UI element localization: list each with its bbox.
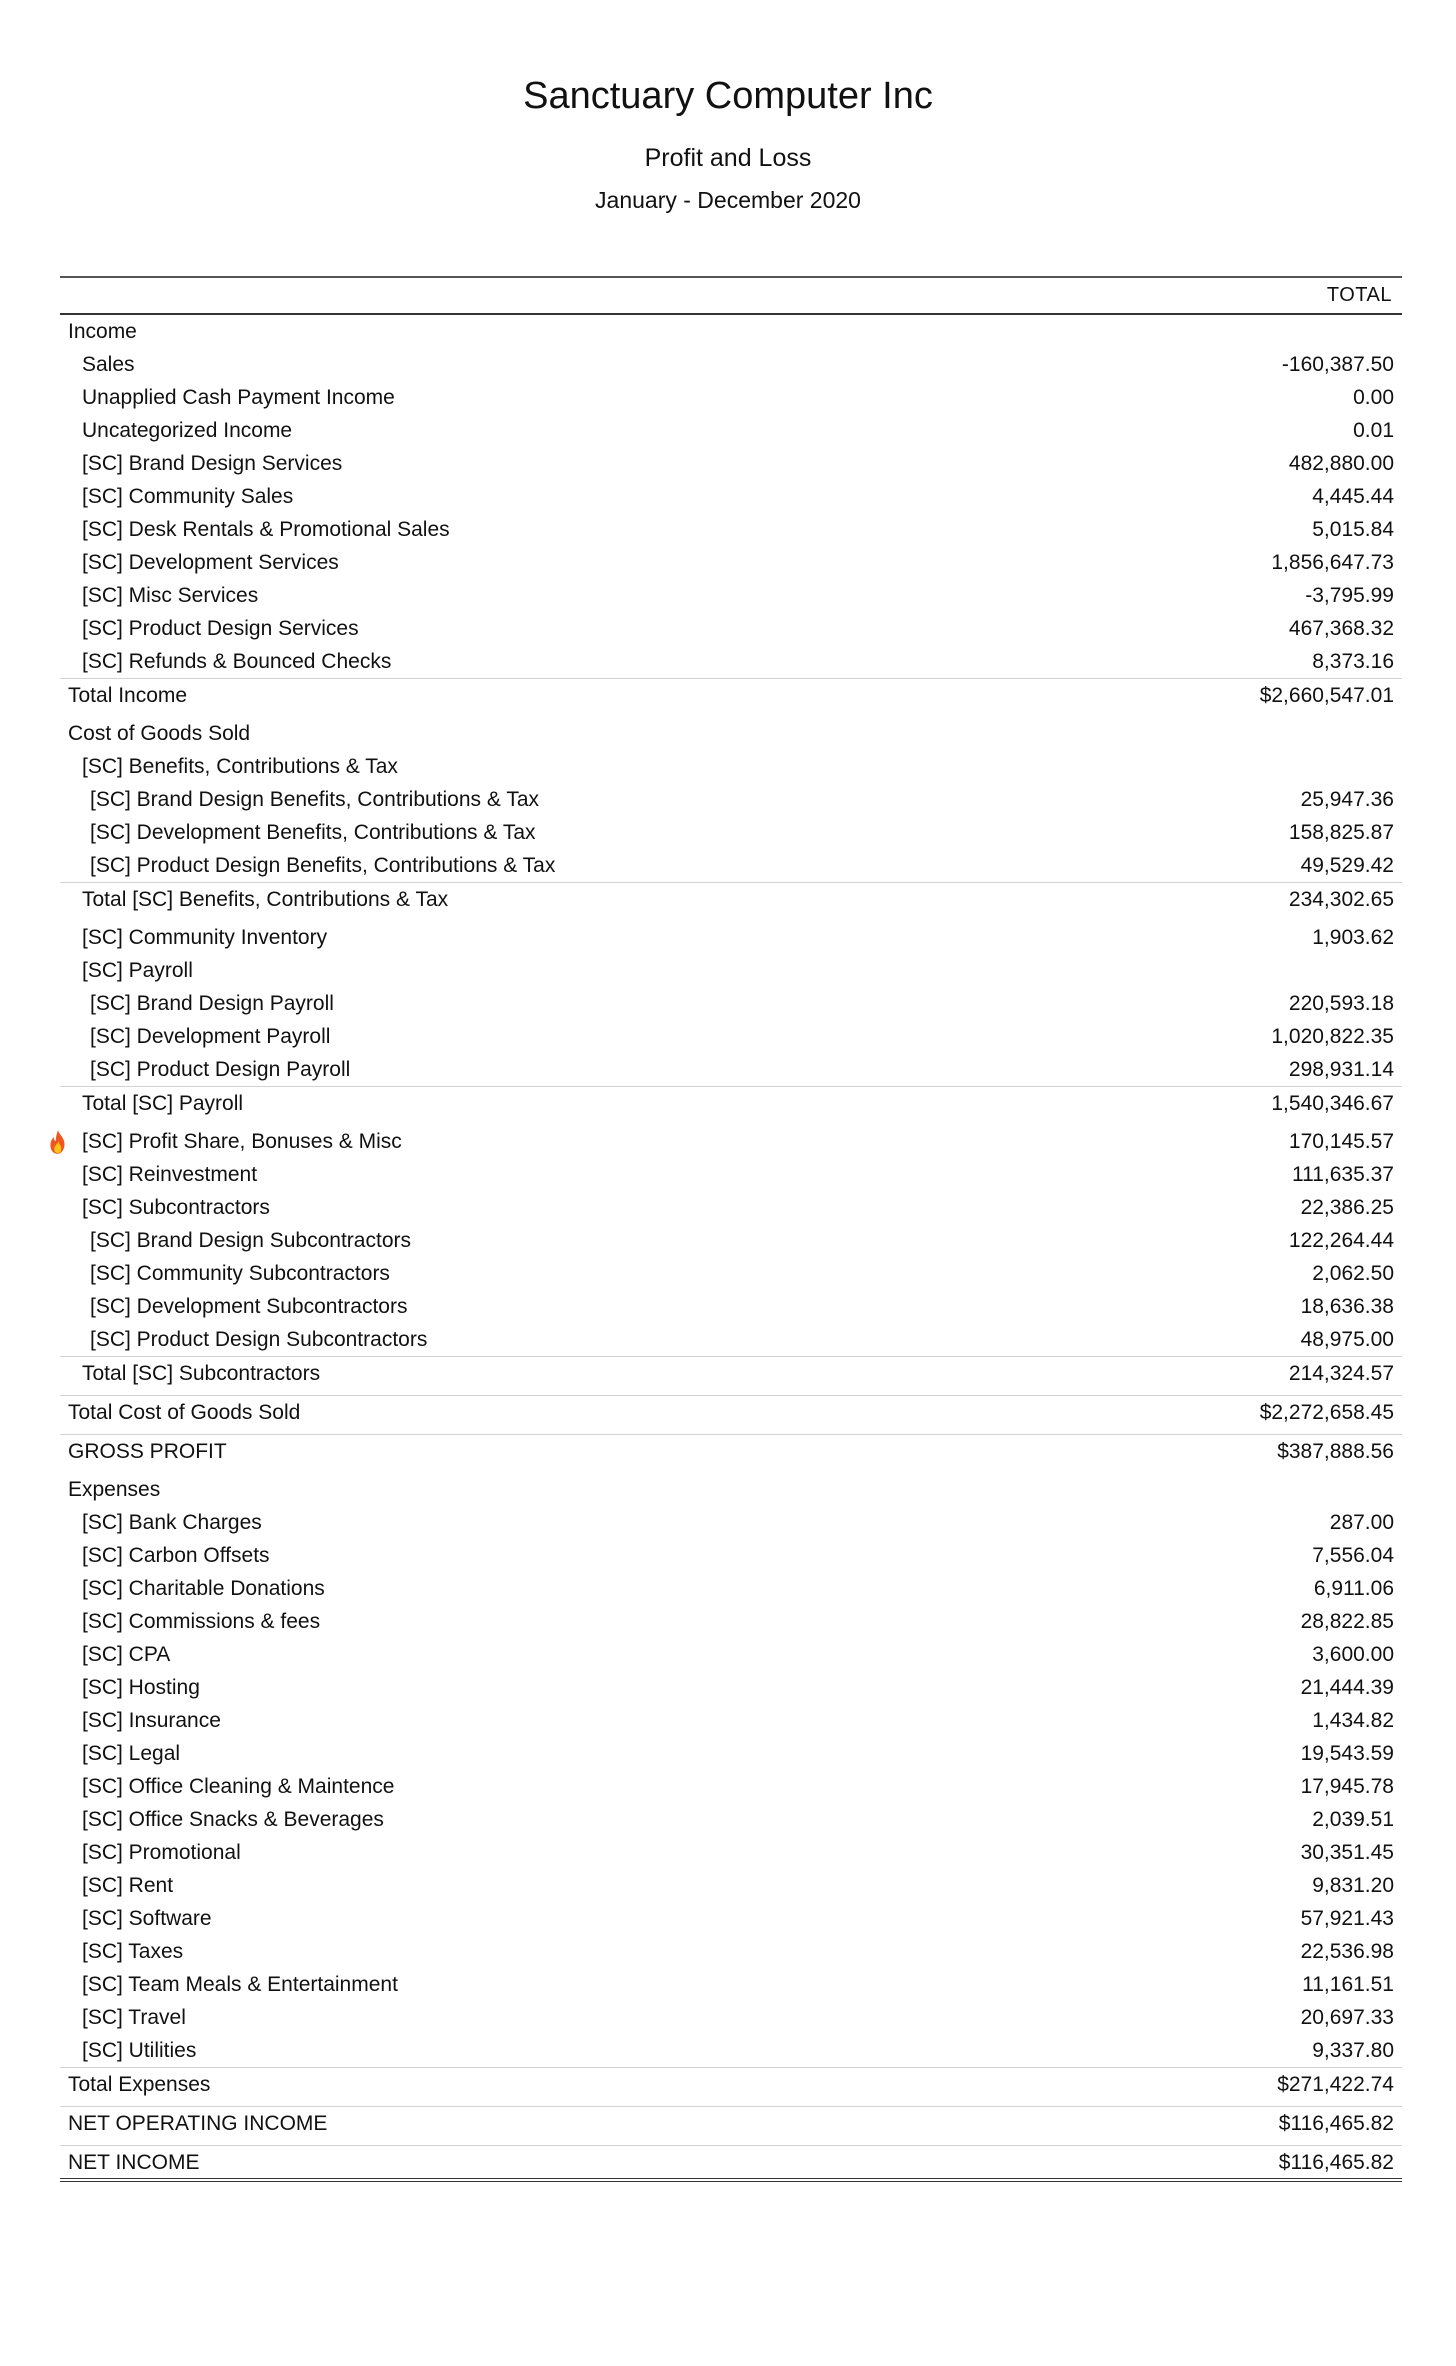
row-value: -3,795.99 bbox=[1305, 584, 1394, 607]
line-item-row bbox=[60, 1572, 1402, 1605]
line-item-row bbox=[60, 447, 1402, 480]
row-value: 214,324.57 bbox=[1288, 1362, 1394, 1385]
row-value: 20,697.33 bbox=[1300, 2006, 1394, 2029]
line-item-row bbox=[60, 1968, 1402, 2001]
row-value: 9,337.80 bbox=[1312, 2039, 1394, 2062]
row-value: 467,368.32 bbox=[1288, 617, 1394, 640]
row-value: 1,540,346.67 bbox=[1271, 1092, 1394, 1115]
row-value: 2,062.50 bbox=[1312, 1262, 1394, 1285]
line-item-row bbox=[60, 1704, 1402, 1737]
row-value: 220,593.18 bbox=[1288, 992, 1394, 1015]
line-item-row bbox=[60, 1473, 1402, 1506]
row-label: [SC] Promotional bbox=[82, 1841, 241, 1864]
row-value: 1,434.82 bbox=[1312, 1709, 1394, 1732]
report-rows bbox=[60, 315, 1402, 2182]
row-label: Uncategorized Income bbox=[82, 419, 293, 442]
line-item-row bbox=[60, 1323, 1402, 1356]
row-value: 1,020,822.35 bbox=[1271, 1025, 1394, 1048]
line-item-row bbox=[60, 645, 1402, 678]
row-label: [SC] Development Payroll bbox=[90, 1025, 331, 1048]
row-label: [SC] Profit Share, Bonuses & Misc bbox=[82, 1130, 402, 1153]
row-label: [SC] Subcontractors bbox=[82, 1196, 270, 1219]
row-value: $116,465.82 bbox=[1278, 2112, 1394, 2135]
row-label: [SC] Community Inventory bbox=[82, 926, 328, 949]
line-item-row bbox=[60, 612, 1402, 645]
row-value: 22,536.98 bbox=[1300, 1940, 1394, 1963]
row-label: [SC] Brand Design Benefits, Contributions & Tax bbox=[90, 788, 540, 811]
row-label: [SC] Brand Design Subcontractors bbox=[90, 1229, 411, 1252]
line-item-row bbox=[60, 1506, 1402, 1539]
row-value: 3,600.00 bbox=[1312, 1643, 1394, 1666]
line-item-row bbox=[60, 783, 1402, 816]
row-value: 2,039.51 bbox=[1312, 1808, 1394, 1831]
row-label: Total Cost of Goods Sold bbox=[68, 1401, 301, 1424]
row-value: 21,444.39 bbox=[1300, 1676, 1394, 1699]
line-item-row bbox=[60, 1902, 1402, 1935]
row-label: Total [SC] Payroll bbox=[82, 1092, 244, 1115]
row-label: [SC] Product Design Services bbox=[82, 617, 359, 640]
profit-loss-table bbox=[60, 276, 1402, 2182]
row-value: 6,911.06 bbox=[1313, 1577, 1394, 1600]
row-value: 22,386.25 bbox=[1300, 1196, 1394, 1219]
row-label: [SC] Team Meals & Entertainment bbox=[82, 1973, 398, 1996]
row-label: NET OPERATING INCOME bbox=[68, 2112, 328, 2135]
fire-icon bbox=[45, 1129, 71, 1155]
row-value: $271,422.74 bbox=[1277, 2073, 1394, 2096]
line-item-row bbox=[60, 1605, 1402, 1638]
line-item-row bbox=[60, 579, 1402, 612]
row-label: [SC] Hosting bbox=[82, 1676, 200, 1699]
line-item-row bbox=[60, 2034, 1402, 2067]
line-item-row bbox=[60, 1770, 1402, 1803]
line-item-row bbox=[60, 1257, 1402, 1290]
report-title: Profit and Loss bbox=[644, 144, 812, 172]
row-value: 19,543.59 bbox=[1300, 1742, 1394, 1765]
line-item-row bbox=[60, 849, 1402, 882]
row-label: [SC] Product Design Benefits, Contributions & Tax bbox=[90, 854, 556, 877]
column-header bbox=[60, 278, 1402, 315]
line-item-row bbox=[60, 348, 1402, 381]
line-item-row bbox=[60, 1020, 1402, 1053]
row-label: [SC] Reinvestment bbox=[82, 1163, 258, 1186]
row-value: -160,387.50 bbox=[1281, 353, 1394, 376]
row-label: [SC] Insurance bbox=[82, 1709, 221, 1732]
line-item-row bbox=[60, 1158, 1402, 1191]
row-value: $2,660,547.01 bbox=[1259, 684, 1394, 707]
total-row bbox=[60, 2106, 1402, 2139]
row-label: [SC] Software bbox=[82, 1907, 212, 1930]
line-item-row bbox=[60, 1737, 1402, 1770]
line-item-row bbox=[60, 1191, 1402, 1224]
row-value: 57,921.43 bbox=[1300, 1907, 1394, 1930]
row-label: [SC] Brand Design Services bbox=[82, 452, 343, 475]
row-value: 298,931.14 bbox=[1288, 1058, 1394, 1081]
row-label: [SC] Misc Services bbox=[82, 584, 259, 607]
row-label: [SC] Commissions & fees bbox=[82, 1610, 321, 1633]
row-label: [SC] Taxes bbox=[82, 1940, 184, 1963]
row-label: Income bbox=[68, 320, 137, 343]
row-label: [SC] Legal bbox=[82, 1742, 181, 1765]
row-value: 0.00 bbox=[1353, 386, 1394, 409]
row-label: [SC] Utilities bbox=[82, 2039, 197, 2062]
row-value: 48,975.00 bbox=[1300, 1328, 1394, 1351]
line-item-row bbox=[60, 816, 1402, 849]
company-name: Sanctuary Computer Inc bbox=[523, 75, 933, 117]
row-value: 158,825.87 bbox=[1288, 821, 1394, 844]
row-value: 170,145.57 bbox=[1288, 1130, 1394, 1153]
row-label: [SC] Carbon Offsets bbox=[82, 1544, 270, 1567]
row-value: 9,831.20 bbox=[1312, 1874, 1394, 1897]
row-label: [SC] Office Cleaning & Maintence bbox=[82, 1775, 395, 1798]
total-row bbox=[60, 1356, 1402, 1389]
row-label: Total Expenses bbox=[68, 2073, 211, 2096]
line-item-row bbox=[60, 1803, 1402, 1836]
row-label: [SC] Office Snacks & Beverages bbox=[82, 1808, 384, 1831]
line-item-row bbox=[60, 1290, 1402, 1323]
line-item-row bbox=[60, 1671, 1402, 1704]
line-item-row bbox=[60, 1638, 1402, 1671]
row-value: $116,465.82 bbox=[1278, 2151, 1394, 2174]
line-item-row bbox=[60, 315, 1402, 348]
row-label: Cost of Goods Sold bbox=[68, 722, 251, 745]
line-item-row bbox=[60, 954, 1402, 987]
row-label: [SC] CPA bbox=[82, 1643, 171, 1666]
total-row bbox=[60, 2145, 1402, 2182]
row-label: [SC] Brand Design Payroll bbox=[90, 992, 334, 1015]
row-value: 122,264.44 bbox=[1288, 1229, 1394, 1252]
total-row bbox=[60, 678, 1402, 711]
total-row bbox=[60, 882, 1402, 915]
row-value: 4,445.44 bbox=[1312, 485, 1394, 508]
row-value: 482,880.00 bbox=[1288, 452, 1394, 475]
row-label: Total [SC] Benefits, Contributions & Tax bbox=[82, 888, 449, 911]
row-value: 1,903.62 bbox=[1312, 926, 1394, 949]
row-value: 0.01 bbox=[1353, 419, 1394, 442]
line-item-row bbox=[60, 1224, 1402, 1257]
row-label: [SC] Community Sales bbox=[82, 485, 294, 508]
line-item-row bbox=[60, 1125, 1402, 1158]
row-label: [SC] Bank Charges bbox=[82, 1511, 262, 1534]
row-value: 8,373.16 bbox=[1312, 650, 1394, 673]
row-value: 17,945.78 bbox=[1300, 1775, 1394, 1798]
row-label: [SC] Product Design Subcontractors bbox=[90, 1328, 428, 1351]
row-label: Sales bbox=[82, 353, 135, 376]
row-value: 49,529.42 bbox=[1300, 854, 1394, 877]
total-row bbox=[60, 1395, 1402, 1428]
row-label: Expenses bbox=[68, 1478, 161, 1501]
total-row bbox=[60, 2067, 1402, 2100]
line-item-row bbox=[60, 987, 1402, 1020]
line-item-row bbox=[60, 381, 1402, 414]
line-item-row bbox=[60, 1053, 1402, 1086]
line-item-row bbox=[60, 480, 1402, 513]
row-value: $2,272,658.45 bbox=[1259, 1401, 1394, 1424]
row-label: [SC] Refunds & Bounced Checks bbox=[82, 650, 392, 673]
line-item-row bbox=[60, 750, 1402, 783]
row-value: 7,556.04 bbox=[1312, 1544, 1394, 1567]
row-value: 28,822.85 bbox=[1300, 1610, 1394, 1633]
row-label: [SC] Payroll bbox=[82, 959, 193, 982]
row-value: $387,888.56 bbox=[1277, 1440, 1394, 1463]
report-period: January - December 2020 bbox=[595, 187, 861, 213]
row-label: NET INCOME bbox=[68, 2151, 200, 2174]
line-item-row bbox=[60, 717, 1402, 750]
line-item-row bbox=[60, 513, 1402, 546]
row-label: [SC] Development Services bbox=[82, 551, 339, 574]
row-label: [SC] Charitable Donations bbox=[82, 1577, 325, 1600]
total-row bbox=[60, 1434, 1402, 1467]
row-value: 234,302.65 bbox=[1288, 888, 1394, 911]
row-label: [SC] Product Design Payroll bbox=[90, 1058, 351, 1081]
row-label: Unapplied Cash Payment Income bbox=[82, 386, 395, 409]
total-row bbox=[60, 1086, 1402, 1119]
row-label: [SC] Benefits, Contributions & Tax bbox=[82, 755, 398, 778]
row-value: 25,947.36 bbox=[1300, 788, 1394, 811]
row-label: GROSS PROFIT bbox=[68, 1440, 227, 1463]
row-value: 11,161.51 bbox=[1302, 1973, 1394, 1996]
row-label: [SC] Travel bbox=[82, 2006, 186, 2029]
line-item-row bbox=[60, 414, 1402, 447]
row-value: 5,015.84 bbox=[1312, 518, 1394, 541]
row-label: Total Income bbox=[68, 684, 188, 707]
row-value: 111,635.37 bbox=[1292, 1163, 1394, 1186]
row-value: 287.00 bbox=[1329, 1511, 1394, 1534]
row-label: [SC] Development Benefits, Contributions & Tax bbox=[90, 821, 536, 844]
row-label: [SC] Rent bbox=[82, 1874, 174, 1897]
line-item-row bbox=[60, 921, 1402, 954]
row-value: 1,856,647.73 bbox=[1271, 551, 1394, 574]
line-item-row bbox=[60, 2001, 1402, 2034]
row-value: 30,351.45 bbox=[1300, 1841, 1394, 1864]
row-value: 18,636.38 bbox=[1300, 1295, 1394, 1318]
row-label: [SC] Development Subcontractors bbox=[90, 1295, 408, 1318]
line-item-row bbox=[60, 1935, 1402, 1968]
line-item-row bbox=[60, 546, 1402, 579]
row-label: [SC] Community Subcontractors bbox=[90, 1262, 390, 1285]
line-item-row bbox=[60, 1869, 1402, 1902]
line-item-row bbox=[60, 1539, 1402, 1572]
row-label: [SC] Desk Rentals & Promotional Sales bbox=[82, 518, 450, 541]
total-column-label: TOTAL bbox=[1326, 284, 1392, 306]
line-item-row bbox=[60, 1836, 1402, 1869]
row-label: Total [SC] Subcontractors bbox=[82, 1362, 321, 1385]
